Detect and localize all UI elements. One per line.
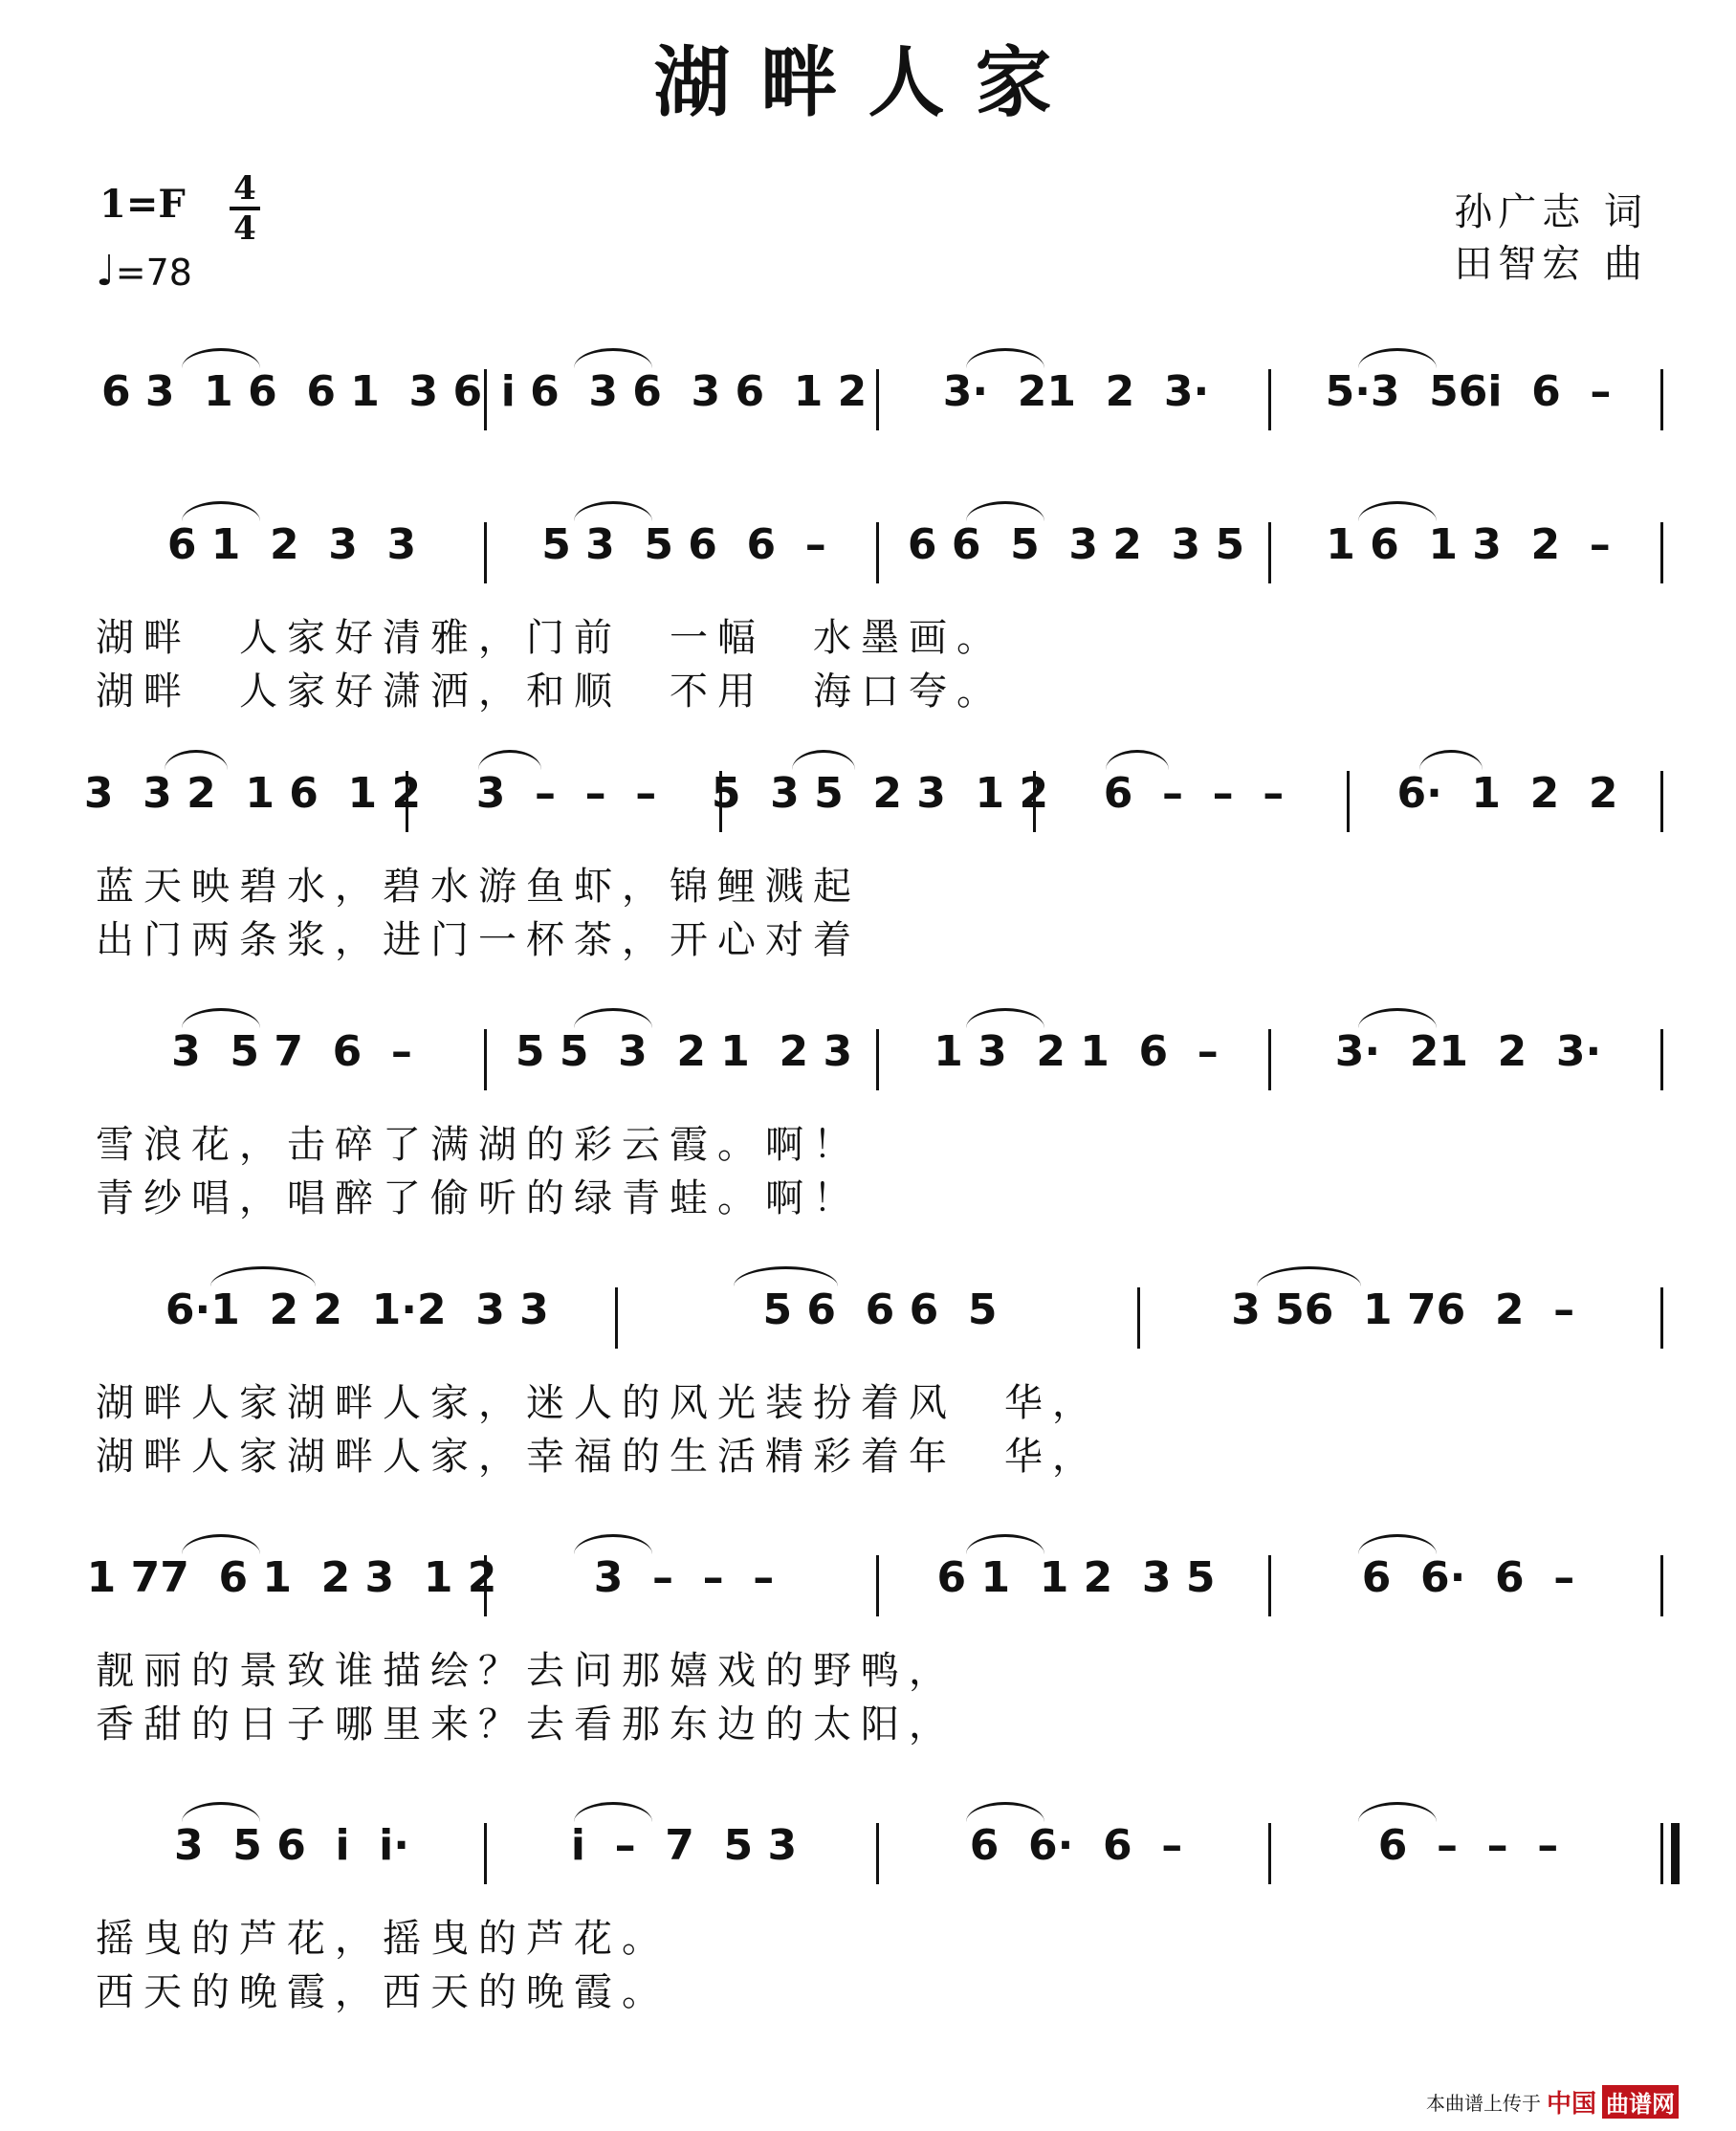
measure: 6 – – –	[1103, 769, 1285, 818]
slur-mark	[792, 750, 855, 770]
measure: 3· 21 2 3·	[942, 367, 1210, 416]
measure: 6· 1 2 2	[1396, 769, 1618, 818]
footer-text: 本曲谱上传于	[1425, 2092, 1541, 2115]
notation-row	[96, 1282, 1664, 1368]
slur-mark	[574, 1008, 652, 1028]
measure: 5 5 3 2 1 2 3	[515, 1027, 853, 1076]
bar-line	[1660, 1555, 1663, 1616]
bar-line	[1268, 1029, 1271, 1090]
slur-mark	[1257, 1266, 1361, 1286]
slur-mark	[734, 1266, 838, 1286]
slur-mark	[966, 1008, 1044, 1028]
measure: 6 1 1 2 3 5	[936, 1553, 1216, 1602]
bar-line	[1137, 1287, 1140, 1349]
bar-line	[1268, 369, 1271, 430]
bar-line	[1268, 1823, 1271, 1884]
bar-line	[484, 1555, 487, 1616]
slur-mark	[966, 1802, 1044, 1822]
lyric-line: 雪浪花，击碎了满湖的彩云霞。啊！	[96, 1123, 861, 1167]
slur-mark	[182, 1008, 260, 1028]
lyric-line: 青纱唱，唱醉了偷听的绿青蛙。啊！	[96, 1176, 861, 1220]
measure: 3 – – –	[593, 1553, 775, 1602]
lyricist-credit: 孙广志 词	[1454, 190, 1648, 234]
bar-line	[1660, 1287, 1663, 1349]
measure: i 6 3 6 3 6 1 2	[500, 367, 868, 416]
notation-row	[86, 1549, 1664, 1636]
bar-line	[484, 1823, 487, 1884]
slur-mark	[182, 1802, 260, 1822]
notation-row	[96, 1817, 1664, 1903]
lyric-line: 湖畔人家湖畔人家，迷人的风光装扮着风 华，	[96, 1381, 1100, 1425]
bar-line	[484, 369, 487, 430]
lyric-line: 湖畔人家湖畔人家，幸福的生活精彩着年 华，	[96, 1435, 1100, 1479]
slur-mark	[182, 348, 260, 368]
song-title: 湖畔人家	[653, 37, 1083, 127]
measure: 3 56 1 76 2 –	[1231, 1285, 1575, 1334]
slur-mark	[574, 348, 652, 368]
key-signature: 1=F	[99, 182, 186, 227]
measure: 1 77 6 1 2 3 1 2	[86, 1553, 497, 1602]
lyric-line: 湖畔 人家好潇洒，和顺 不用 海口夸。	[96, 670, 1004, 714]
measure: 5 6 6 6 5	[762, 1285, 998, 1334]
measure: 6 1 2 3 3	[166, 520, 417, 569]
measure: 3 3 2 1 6 1 2	[83, 769, 422, 818]
bar-line	[876, 369, 879, 430]
measure: 6·1 2 2 1·2 3 3	[165, 1285, 549, 1334]
slur-mark	[1358, 1802, 1437, 1822]
score-system	[0, 765, 1736, 976]
bar-line	[484, 522, 487, 583]
lyric-line: 西天的晚霞，西天的晚霞。	[96, 1970, 670, 2014]
bar-line	[615, 1287, 618, 1349]
site-logo-part-b: 曲谱网	[1602, 2085, 1679, 2119]
score-system	[0, 1282, 1736, 1492]
measure: 5 3 5 2 3 1 2	[711, 769, 1049, 818]
notation-row	[96, 363, 1664, 450]
lyric-line: 香甜的日子哪里来？去看那东边的太阳，	[96, 1703, 956, 1747]
slur-mark	[1419, 750, 1483, 770]
bar-line	[1660, 1823, 1663, 1884]
slur-mark	[574, 1534, 652, 1554]
slur-mark	[1358, 1008, 1437, 1028]
bar-line	[1660, 1029, 1663, 1090]
lyric-line: 蓝天映碧水，碧水游鱼虾，锦鲤溅起	[96, 865, 861, 909]
quarter-note-icon: ♩	[96, 247, 116, 296]
measure: 1 6 1 3 2 –	[1326, 520, 1611, 569]
slur-mark	[165, 750, 228, 770]
bar-line	[1347, 771, 1350, 832]
slur-mark	[1358, 1534, 1437, 1554]
measure: 5 3 5 6 6 –	[541, 520, 826, 569]
score-system	[0, 1817, 1736, 2028]
bar-line	[484, 1029, 487, 1090]
measure: 5·3 56i 6 –	[1325, 367, 1612, 416]
bar-line	[1660, 771, 1663, 832]
lyric-line: 湖畔 人家好清雅，门前 一幅 水墨画。	[96, 616, 1004, 660]
notation-row	[83, 765, 1664, 851]
measure: 3 – – –	[475, 769, 657, 818]
measure: 6 6· 6 –	[969, 1821, 1183, 1870]
measure: 1 3 2 1 6 –	[934, 1027, 1219, 1076]
measure: i – 7 5 3	[570, 1821, 798, 1870]
bar-line	[876, 522, 879, 583]
measure: 6 – – –	[1377, 1821, 1559, 1870]
slur-mark	[574, 1802, 652, 1822]
site-logo-part-a: 中国	[1546, 2090, 1596, 2119]
score-system	[0, 516, 1736, 727]
score-system	[0, 1023, 1736, 1234]
time-signature-top: 4	[233, 169, 256, 208]
tempo-value: =78	[115, 252, 192, 294]
notation-row	[96, 516, 1664, 603]
notation-row	[96, 1023, 1664, 1109]
bar-line	[876, 1029, 879, 1090]
bar-line	[406, 771, 408, 832]
bar-line	[1033, 771, 1036, 832]
bar-line	[1268, 522, 1271, 583]
bar-line	[1660, 369, 1663, 430]
lyric-line: 出门两条浆，进门一杯茶，开心对着	[96, 918, 861, 962]
slur-mark	[1106, 750, 1169, 770]
measure: 3· 21 2 3·	[1334, 1027, 1602, 1076]
measure: 6 3 1 6 6 1 3 6	[100, 367, 483, 416]
measure: 3 5 6 i i·	[174, 1821, 409, 1870]
slur-mark	[966, 1534, 1044, 1554]
tempo-marking	[96, 247, 192, 296]
measure: 3 5 7 6 –	[171, 1027, 412, 1076]
bar-line	[1268, 1555, 1271, 1616]
measure: 6 6· 6 –	[1361, 1553, 1575, 1602]
lyric-line: 摇曳的芦花，摇曳的芦花。	[96, 1917, 670, 1961]
bar-line	[876, 1555, 879, 1616]
slur-mark	[966, 348, 1044, 368]
score-system	[0, 1549, 1736, 1760]
time-signature-bottom: 4	[233, 209, 256, 248]
composer-credit: 田智宏 曲	[1454, 242, 1648, 286]
lyric-line: 靓丽的景致谁描绘？去问那嬉戏的野鸭，	[96, 1649, 956, 1693]
slur-mark	[478, 750, 541, 770]
slur-mark	[182, 1534, 260, 1554]
upload-footer	[1426, 2084, 1679, 2120]
bar-line	[876, 1823, 879, 1884]
measure: 6 6 5 3 2 3 5	[907, 520, 1245, 569]
time-signature	[230, 169, 260, 248]
slur-mark	[1358, 348, 1437, 368]
slur-mark	[210, 1266, 315, 1286]
bar-line	[1660, 522, 1663, 583]
